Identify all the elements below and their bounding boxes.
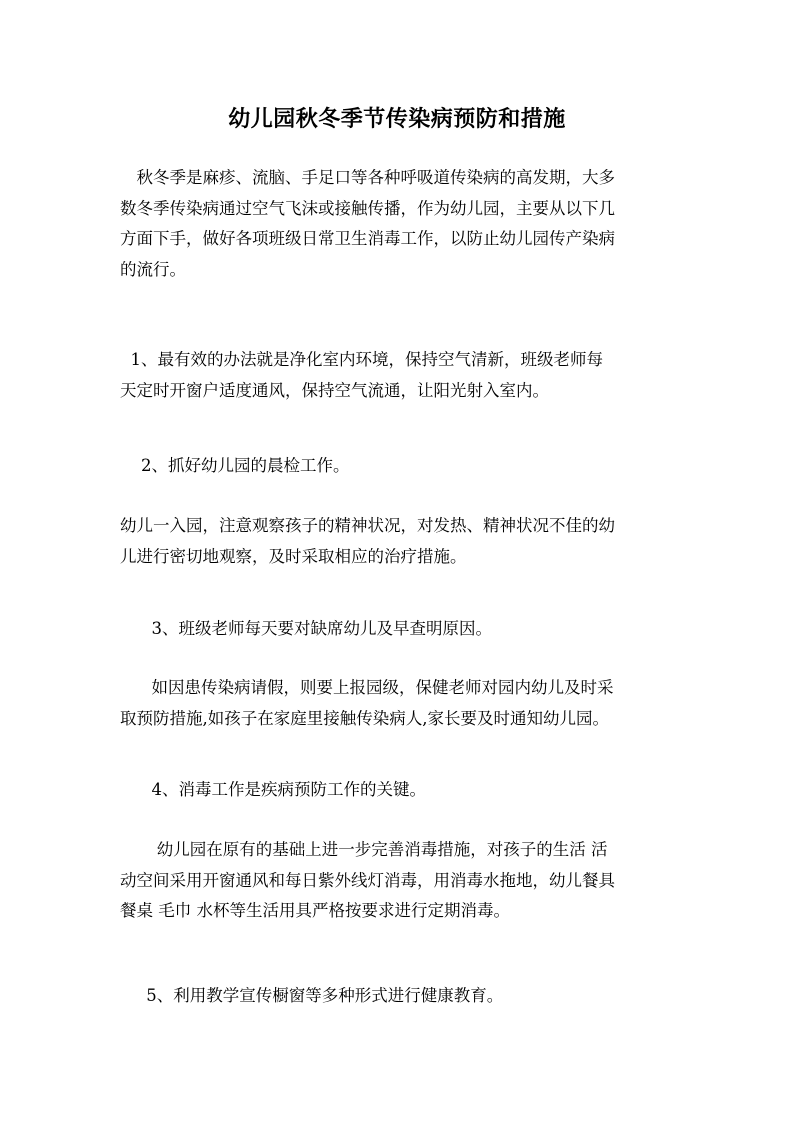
document-title: 幼儿园秋冬季节传染病预防和措施 xyxy=(228,106,566,132)
paragraph-intro xyxy=(120,163,680,285)
paragraph-item-3-detail xyxy=(120,673,680,734)
paragraph-item-4-detail xyxy=(120,835,680,927)
paragraph-line: 2、抓好幼儿园的晨检工作。 xyxy=(120,456,350,475)
paragraph-item-4 xyxy=(120,775,680,806)
paragraph-line: 的流行。 xyxy=(120,259,186,279)
paragraph-line: 动空间采用开窗通风和每日紫外线灯消毒，用消毒水拖地，幼儿餐具 xyxy=(120,870,615,890)
paragraph-item-2-detail xyxy=(120,511,680,572)
paragraph-line: 5、利用教学宣传橱窗等多种形式进行健康教育。 xyxy=(120,986,504,1005)
paragraph-line: 幼儿园在原有的基础上进一步完善消毒措施，对孩子的生活 活 xyxy=(120,840,608,859)
paragraph-line: 餐桌 毛巾 水杯等生活用具严格按要求进行定期消毒。 xyxy=(120,901,510,920)
paragraph-item-2 xyxy=(120,451,680,482)
paragraph-line: 4、消毒工作是疾病预防工作的关键。 xyxy=(120,780,426,799)
paragraph-line: 数冬季传染病通过空气飞沫或接触传播，作为幼儿园，主要从以下几 xyxy=(120,198,615,218)
paragraph-item-1 xyxy=(120,345,680,406)
paragraph-line: 3、班级老师每天要对缺席幼儿及早查明原因。 xyxy=(120,619,492,638)
paragraph-line: 方面下手，做好各项班级日常卫生消毒工作，以防止幼儿园传产染病 xyxy=(120,229,615,248)
paragraph-line: 儿进行密切地观察，及时采取相应的治疗措施。 xyxy=(120,546,467,566)
paragraph-item-3 xyxy=(120,614,680,645)
paragraph-item-5 xyxy=(120,981,680,1012)
paragraph-line: 秋冬季是麻疹、流脑、手足口等各种呼吸道传染病的高发期，大多 xyxy=(120,168,615,187)
paragraph-line: 幼儿一入园，注意观察孩子的精神状况，对发热、精神状况不佳的幼 xyxy=(120,516,615,535)
paragraph-line: 天定时开窗户适度通风，保持空气流通，让阳光射入室内。 xyxy=(120,380,549,400)
paragraph-line: 取预防措施,如孩子在家庭里接触传染病人,家长要及时通知幼儿园。 xyxy=(120,708,609,728)
paragraph-line: 如因患传染病请假，则要上报园级，保健老师对园内幼儿及时采 xyxy=(120,678,614,697)
paragraph-line: 1、最有效的办法就是净化室内环境，保持空气清新，班级老师每 xyxy=(120,350,603,369)
